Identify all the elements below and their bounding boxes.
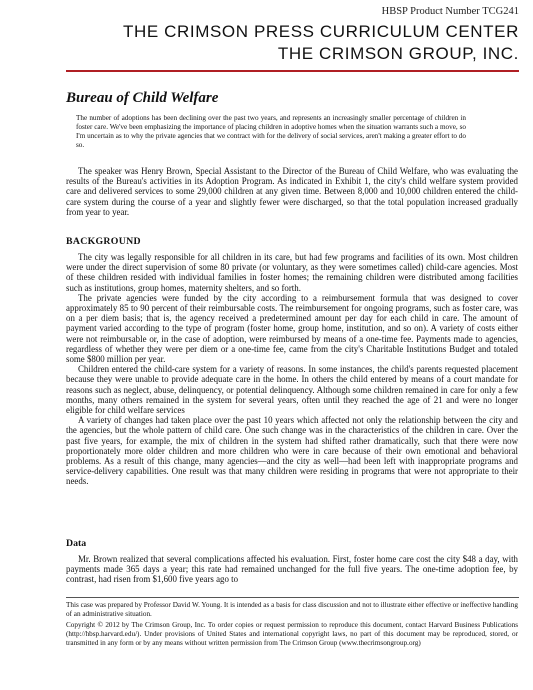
publisher-header-line1: THE CRIMSON PRESS CURRICULUM CENTER (123, 22, 519, 41)
publisher-header-line2: THE CRIMSON GROUP, INC. (277, 44, 519, 63)
intro-paragraph: The speaker was Henry Brown, Special Assistant to the Director of the Bureau of Child Welfare, who was evaluating the results of the Bureau's activities in its Adoption Program. As indicated in Exhibit 1, the city's child welfare system provided care and delivered services to some 29,000 children at any given time. Between 8,000 and 10,000 children entered the child-care system during the course of a year and slightly fewer were discharged, so that the total population increased gradually from year to year. (66, 166, 518, 217)
case-title: Bureau of Child Welfare (66, 90, 219, 106)
case-abstract: The number of adoptions has been declining over the past two years, and represents an increasingly smaller percentage of children in foster care. We've been emphasizing the importance of placing children in adoptive homes when the situation warrants such a move, so I'm uncertain as to why the private agencies that we contract with for the delivery of social services, aren't making a greater effort to do so. (76, 114, 466, 149)
copyright-notice: Copyright © 2012 by The Crimson Group, Inc. To order copies or request permission to reproduce this document, contact Harvard Business Publications (http://hbsp.harvard.edu/). Under provisions of United States and international copyright laws, no part of this document may be reproduced, stored, or transmitted in any form or by any means without written permission from The Crimson Group (www.thecrimsongroup.org) (66, 621, 518, 648)
footer (66, 601, 518, 650)
background-paragraph: Children entered the child-care system for a variety of reasons. In some instances, the child's parents requested placement because they were unable to provide adequate care in the home. In others the child entered by means of a court mandate for reasons such as neglect, abuse, delinquency, or potential delinquency. Although some children remained in care for only a few months, many others remained in the system for several years, often until they reached the age of 21 and were no longer eligible for child welfare services (66, 364, 518, 416)
intro-section (66, 166, 518, 217)
background-heading: BACKGROUND (66, 236, 141, 247)
data-heading: Data (66, 538, 87, 549)
authorship-note: This case was prepared by Professor David W. Young. It is intended as a basis for class discussion and not to illustrate either effective or ineffective handling of an administrative situation. (66, 601, 518, 619)
data-paragraph: Mr. Brown realized that several complications affected his evaluation. First, foster home care cost the city $48 a day, with payments made 365 days a year; this rate had remained unchanged for the full five years. The one-time adoption fee, by contrast, had risen from $1,600 five years ago to (66, 554, 518, 585)
data-section (66, 554, 518, 585)
background-section (66, 252, 518, 487)
background-paragraph: The city was legally responsible for all children in its care, but had few programs and facilities of its own. Most children were under the direct supervision of some 80 private (or voluntary, as they were sometimes called) child-care agencies. Most of these children resided with individual families in foster homes; the remaining children were distributed among facilities such as institutions, group homes, maternity shelters, and so forth. (66, 252, 518, 293)
header-divider (66, 70, 519, 72)
product-number: HBSP Product Number TCG241 (381, 6, 519, 17)
background-paragraph: The private agencies were funded by the city according to a reimbursement formula that was designed to cover approximately 85 to 90 percent of their reimbursable costs. The reimbursement for ongoing programs, such as foster care, was on a per diem basis; that is, the agency received a predetermined amount per day for each child in care. The amount of payment varied according to the type of program (foster home, group home, institution, and so on). A variety of costs either were not reimbursable or, in the case of adoption, were reimbursed by means of a one-time fee. Payments made to agencies, regardless of whether they were per diem or a one-time fee, came from the city's Charitable Institutions Budget and totaled some $800 million per year. (66, 292, 518, 365)
footer-divider (66, 597, 519, 598)
background-paragraph: A variety of changes had taken place over the past 10 years which affected not only the relationship between the city and the agencies, but the whole pattern of child care. One such change was in the characteristics of the children in care. Over the past five years, for example, the mix of children in the system had shifted rather dramatically, such that there were now proportionately more older children and more children who were in care because of their own emotional and behavioral problems. As a result of this change, many agencies—and the city as well—had been left with inappropriate programs and service-delivery capabilities. One result was that many children were residing in programs that were not appropriate to their needs. (66, 415, 518, 487)
